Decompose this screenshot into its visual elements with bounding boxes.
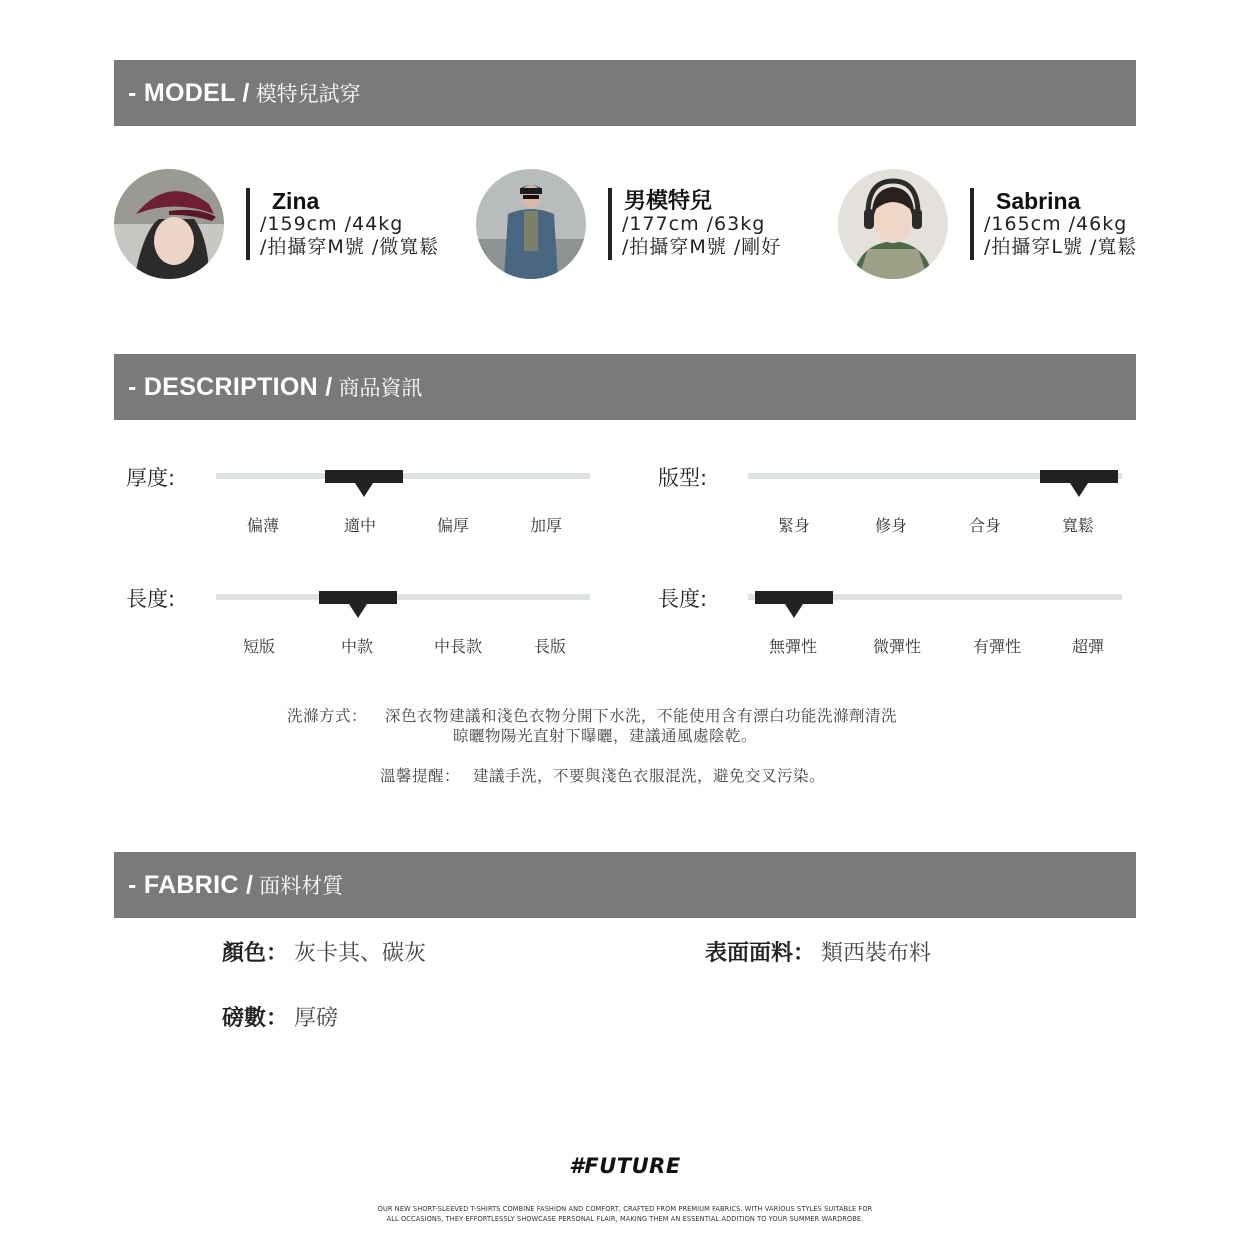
avatar — [114, 169, 224, 279]
brand-logo: #FUTURE — [569, 1154, 681, 1178]
length-option: 短版 — [242, 637, 276, 656]
avatar — [476, 169, 586, 279]
thickness-option: 偏薄 — [246, 516, 280, 535]
fit-option: 緊身 — [777, 516, 811, 535]
wash-text-line1: 深色衣物建議和淺色衣物分開下水洗，不能使用含有漂白功能洗滌劑清洗 — [385, 707, 898, 725]
model-info — [260, 187, 440, 259]
model-section-header — [114, 60, 1136, 126]
footnote-line1: OUR NEW SHORT-SLEEVED T-SHIRTS COMBINE FASHION AND COMFORT, CRAFTED FROM PREMIUM FABRICS. WITH VARIOUS STYLES SUITABLE FOR — [377, 1205, 873, 1213]
model-card-zina — [114, 168, 439, 280]
fabric-weight-key: 磅數： — [222, 1006, 289, 1031]
fabric-surface-key: 表面面料： — [705, 941, 816, 966]
fabric-weight-value: 厚磅 — [294, 1006, 339, 1031]
model-card-male — [476, 168, 781, 280]
model-measurements: /165cm /46kg — [984, 212, 1128, 235]
footnote-line2: ALL OCCASIONS, THEY EFFORTLESSLY SHOWCASE PERSONAL FLAIR, MAKING THEM AN ESSENTIAL ADDITION TO YOUR SUMMER WARDROBE. — [386, 1215, 864, 1223]
avatar — [838, 169, 948, 279]
model-card-sabrina — [838, 168, 1137, 280]
model-name: Zina — [272, 187, 320, 214]
model-size-fit: /拍攝穿M號 /剛好 — [622, 235, 782, 258]
divider — [608, 188, 612, 260]
divider — [970, 188, 974, 260]
elasticity-option: 微彈性 — [872, 637, 922, 656]
model-info — [622, 190, 781, 259]
fit-option: 修身 — [874, 516, 908, 535]
fit-option: 寬鬆 — [1061, 516, 1095, 535]
length-option: 中款 — [340, 637, 374, 656]
tip-label: 溫馨提醒： — [380, 767, 461, 785]
length-marker — [319, 591, 397, 604]
thickness-label: 厚度: — [126, 466, 176, 490]
length-option: 中長款 — [433, 637, 483, 656]
thickness-marker — [325, 470, 403, 483]
section-title-zh: 商品資訊 — [338, 376, 423, 400]
length-track — [216, 594, 590, 600]
fabric-surface — [705, 936, 931, 967]
description-section-header — [114, 354, 1136, 420]
model-name: Sabrina — [996, 187, 1081, 214]
fabric-color-key: 顏色： — [222, 941, 289, 966]
fabric-surface-value: 類西裝布料 — [821, 941, 932, 966]
elasticity-marker — [755, 591, 833, 604]
length-option: 長版 — [533, 637, 567, 656]
model-measurements: /177cm /63kg — [622, 212, 766, 235]
thickness-option: 偏厚 — [436, 516, 470, 535]
section-title-zh: 面料材質 — [259, 874, 344, 898]
wash-text-line2: 晾曬物陽光直射下曝曬，建議通風處陰乾。 — [453, 727, 758, 745]
model-size-fit: /拍攝穿L號 /寬鬆 — [984, 235, 1138, 258]
divider — [246, 188, 250, 260]
fit-label: 版型: — [658, 466, 708, 490]
length-label: 長度: — [126, 587, 176, 611]
model-info — [984, 187, 1138, 259]
fabric-section-header — [114, 852, 1136, 918]
thickness-track — [216, 473, 590, 479]
thickness-option: 適中 — [343, 516, 377, 535]
model-size-fit: /拍攝穿M號 /微寬鬆 — [260, 235, 440, 258]
fabric-color — [222, 936, 426, 967]
elasticity-option: 超彈 — [1071, 637, 1105, 656]
fit-marker — [1040, 470, 1118, 483]
elasticity-option: 無彈性 — [768, 637, 818, 656]
fabric-color-value: 灰卡其、碳灰 — [294, 941, 427, 966]
elasticity-label: 長度: — [658, 587, 708, 611]
elasticity-option: 有彈性 — [972, 637, 1022, 656]
fabric-weight — [222, 1001, 338, 1032]
model-measurements: /159cm /44kg — [260, 212, 404, 235]
section-title-en: - FABRIC / — [128, 870, 254, 899]
section-title-zh: 模特兒試穿 — [255, 82, 361, 106]
wash-label: 洗滌方式： — [287, 707, 368, 725]
section-title-en: - DESCRIPTION / — [128, 372, 333, 401]
model-name: 男模特兒 — [624, 188, 713, 214]
tip-text: 建議手洗，不要與淺色衣服混洗，避免交叉污染。 — [473, 767, 826, 785]
thickness-option: 加厚 — [529, 516, 563, 535]
section-title-en: - MODEL / — [128, 78, 250, 107]
fit-option: 合身 — [968, 516, 1002, 535]
